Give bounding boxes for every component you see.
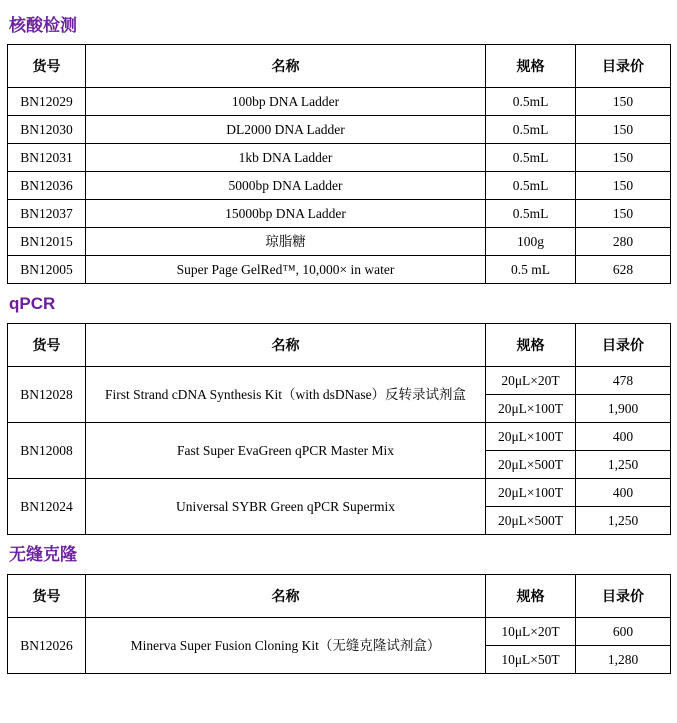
cell-spec: 0.5mL bbox=[486, 172, 576, 200]
cell-price: 150 bbox=[576, 200, 671, 228]
cell-name: Super Page GelRed™, 10,000× in water bbox=[86, 256, 486, 284]
header-price: 目录价 bbox=[576, 575, 671, 618]
header-spec: 规格 bbox=[486, 45, 576, 88]
header-name: 名称 bbox=[86, 45, 486, 88]
table-row bbox=[8, 367, 671, 395]
table-qpcr bbox=[7, 323, 671, 535]
cell-spec: 20μL×20T bbox=[486, 367, 576, 395]
cell-code: BN12028 bbox=[8, 367, 86, 423]
cell-price: 150 bbox=[576, 144, 671, 172]
table-row bbox=[8, 423, 671, 451]
cell-price: 1,280 bbox=[576, 646, 671, 674]
cell-spec: 0.5mL bbox=[486, 116, 576, 144]
cell-spec: 10μL×50T bbox=[486, 646, 576, 674]
cell-code: BN12024 bbox=[8, 479, 86, 535]
table-row bbox=[8, 116, 671, 144]
cell-code: BN12031 bbox=[8, 144, 86, 172]
cell-price: 1,250 bbox=[576, 507, 671, 535]
cell-price: 628 bbox=[576, 256, 671, 284]
cell-spec: 0.5 mL bbox=[486, 256, 576, 284]
table-row bbox=[8, 144, 671, 172]
cell-name: 15000bp DNA Ladder bbox=[86, 200, 486, 228]
cell-price: 280 bbox=[576, 228, 671, 256]
cell-price: 478 bbox=[576, 367, 671, 395]
section-title-seamless-cloning: 无缝克隆 bbox=[9, 545, 77, 564]
cell-spec: 100g bbox=[486, 228, 576, 256]
cell-name: 琼脂糖 bbox=[86, 228, 486, 256]
cell-spec: 10μL×20T bbox=[486, 618, 576, 646]
header-spec: 规格 bbox=[486, 575, 576, 618]
cell-price: 600 bbox=[576, 618, 671, 646]
cell-price: 400 bbox=[576, 423, 671, 451]
table-row bbox=[8, 228, 671, 256]
cell-spec: 0.5mL bbox=[486, 144, 576, 172]
cell-name: Minerva Super Fusion Cloning Kit（无缝克隆试剂盒） bbox=[86, 618, 486, 674]
table-row bbox=[8, 479, 671, 507]
cell-name: 5000bp DNA Ladder bbox=[86, 172, 486, 200]
cell-price: 400 bbox=[576, 479, 671, 507]
table-row bbox=[8, 256, 671, 284]
cell-name: 100bp DNA Ladder bbox=[86, 88, 486, 116]
cell-spec: 20μL×100T bbox=[486, 395, 576, 423]
table-row bbox=[8, 88, 671, 116]
section-title-qpcr: qPCR bbox=[9, 294, 56, 313]
cell-price: 150 bbox=[576, 172, 671, 200]
cell-spec: 20μL×100T bbox=[486, 423, 576, 451]
cell-price: 1,900 bbox=[576, 395, 671, 423]
table-header-row bbox=[8, 575, 671, 618]
cell-spec: 0.5mL bbox=[486, 88, 576, 116]
cell-spec: 0.5mL bbox=[486, 200, 576, 228]
table-seamless-cloning bbox=[7, 574, 671, 674]
table-header-row bbox=[8, 324, 671, 367]
cell-code: BN12029 bbox=[8, 88, 86, 116]
header-name: 名称 bbox=[86, 324, 486, 367]
table-nucleic-acid bbox=[7, 44, 671, 284]
header-code: 货号 bbox=[8, 575, 86, 618]
section-title-nucleic-acid: 核酸检测 bbox=[9, 16, 77, 35]
table-row bbox=[8, 618, 671, 646]
cell-name: 1kb DNA Ladder bbox=[86, 144, 486, 172]
cell-spec: 20μL×500T bbox=[486, 451, 576, 479]
table-row bbox=[8, 172, 671, 200]
header-name: 名称 bbox=[86, 575, 486, 618]
cell-code: BN12008 bbox=[8, 423, 86, 479]
cell-name: Universal SYBR Green qPCR Supermix bbox=[86, 479, 486, 535]
cell-code: BN12030 bbox=[8, 116, 86, 144]
cell-price: 150 bbox=[576, 116, 671, 144]
table-row bbox=[8, 200, 671, 228]
cell-code: BN12026 bbox=[8, 618, 86, 674]
cell-code: BN12036 bbox=[8, 172, 86, 200]
cell-code: BN12037 bbox=[8, 200, 86, 228]
table-header-row bbox=[8, 45, 671, 88]
cell-name: First Strand cDNA Synthesis Kit（with dsDNase）反转录试剂盒 bbox=[86, 367, 486, 423]
cell-spec: 20μL×100T bbox=[486, 479, 576, 507]
header-spec: 规格 bbox=[486, 324, 576, 367]
header-price: 目录价 bbox=[576, 45, 671, 88]
header-code: 货号 bbox=[8, 324, 86, 367]
cell-code: BN12015 bbox=[8, 228, 86, 256]
cell-spec: 20μL×500T bbox=[486, 507, 576, 535]
cell-name: DL2000 DNA Ladder bbox=[86, 116, 486, 144]
header-code: 货号 bbox=[8, 45, 86, 88]
cell-price: 1,250 bbox=[576, 451, 671, 479]
cell-code: BN12005 bbox=[8, 256, 86, 284]
cell-price: 150 bbox=[576, 88, 671, 116]
cell-name: Fast Super EvaGreen qPCR Master Mix bbox=[86, 423, 486, 479]
header-price: 目录价 bbox=[576, 324, 671, 367]
